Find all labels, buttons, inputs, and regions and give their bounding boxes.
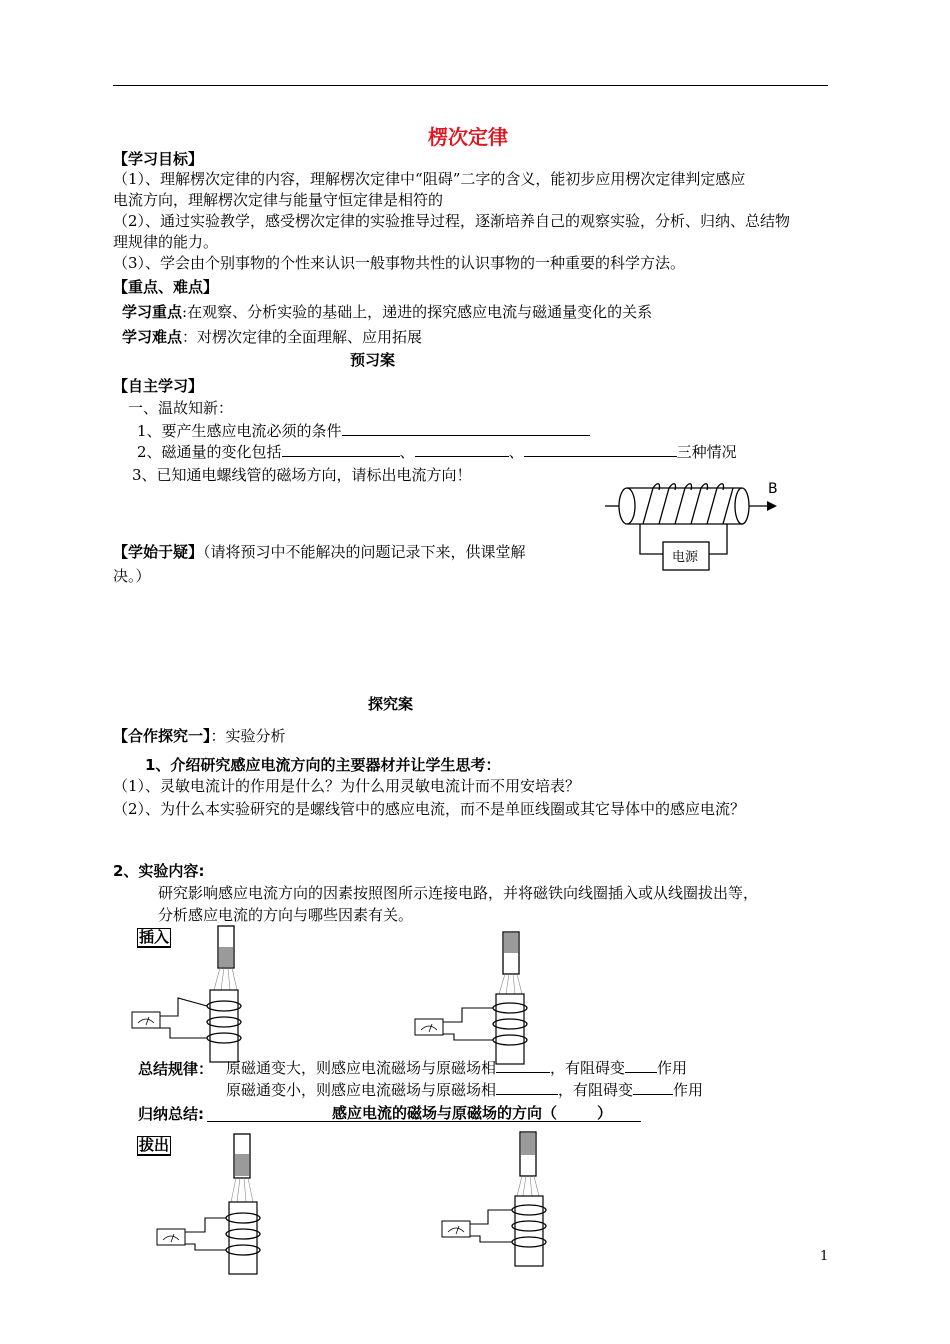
page-number: 1 bbox=[820, 1249, 829, 1264]
focus-label: 学习重点 bbox=[122, 303, 183, 321]
part-1-question-1: （1）、灵敏电流计的作用是什么？为什么用灵敏电流计而不用安培表？ bbox=[113, 777, 581, 795]
page-title: 楞次定律 bbox=[428, 125, 508, 149]
part-1-heading: 1、介绍研究感应电流方向的主要器材并让学生思考： bbox=[145, 756, 501, 774]
review-heading: 一、温故知新： bbox=[128, 399, 234, 417]
pull-setup-right bbox=[440, 1130, 560, 1270]
rule-1-text-c: 作用 bbox=[657, 1059, 688, 1077]
question-2-end: 三种情况 bbox=[676, 443, 737, 461]
part-1-question-2: （2）、为什么本实验研究的是螺线管中的感应电流，而不是单匝线圈或其它导体中的感应电流？ bbox=[113, 800, 746, 818]
question-1 bbox=[137, 420, 590, 441]
answer-blank[interactable] bbox=[282, 441, 400, 457]
doubt-text: （请将预习中不能解决的问题记录下来，供课堂解 bbox=[203, 543, 526, 561]
part-2-heading: 2、实验内容: bbox=[113, 862, 205, 880]
header-rule bbox=[113, 85, 828, 86]
pull-label: 拔出 bbox=[139, 1136, 170, 1154]
self-study-heading: 【自主学习】 bbox=[113, 377, 204, 395]
doubt-line bbox=[113, 542, 526, 562]
conclusion-text: 感应电流的磁场与原磁场的方向（ bbox=[332, 1104, 558, 1122]
difficulty-label: 学习难点 bbox=[122, 328, 183, 346]
insert-setup-right bbox=[410, 930, 540, 1065]
focus-line bbox=[122, 302, 652, 322]
objectives-heading: 【学习目标】 bbox=[113, 150, 204, 168]
explore-heading: 探究案 bbox=[368, 695, 414, 713]
insert-setup-left bbox=[130, 924, 250, 1064]
part-2-text-1: 研究影响感应电流方向的因素按照图所示连接电路，并将磁铁向线圈插入或从线圈拔出等， bbox=[158, 884, 759, 902]
answer-blank[interactable] bbox=[524, 441, 677, 457]
question-1-text: 1、要产生感应电流必须的条件 bbox=[137, 422, 342, 440]
answer-blank[interactable] bbox=[496, 1057, 550, 1073]
rule-1-text-b: ，有阻碍变 bbox=[550, 1059, 626, 1077]
difficulty-line bbox=[122, 327, 422, 347]
conclusion-end: ） bbox=[597, 1104, 613, 1122]
part-2-text-2: 分析感应电流的方向与哪些因素有关。 bbox=[158, 906, 414, 924]
focus-text: :在观察、分析实验的基础上，递进的探究感应电流与磁通量变化的关系 bbox=[182, 303, 653, 321]
coop-label: 【合作探究一】 bbox=[113, 727, 211, 745]
key-points-heading: 【重点、难点】 bbox=[113, 278, 219, 296]
objective-2-line2: 理规律的能力。 bbox=[113, 233, 219, 251]
coop-text: ：实验分析 bbox=[210, 727, 286, 745]
difficulty-text: ：对楞次定律的全面理解、应用拓展 bbox=[182, 328, 423, 346]
rule-1 bbox=[226, 1057, 687, 1078]
objective-1-line1: （1）、理解楞次定律的内容，理解楞次定律中“阻碍”二字的含义，能初步应用楞次定律判定感应 bbox=[113, 170, 746, 188]
rule-2-text-a: 原磁通变小，则感应电流磁场与原磁场相 bbox=[226, 1081, 497, 1099]
power-source-label: 电源 bbox=[672, 550, 699, 565]
answer-blank[interactable] bbox=[342, 420, 590, 436]
solenoid-figure bbox=[605, 478, 790, 574]
question-2-text: 2、磁通量的变化包括 bbox=[137, 443, 282, 461]
summary-label: 总结规律： bbox=[138, 1060, 214, 1078]
rule-2-text-b: ，有阻碍变 bbox=[558, 1081, 634, 1099]
answer-blank[interactable] bbox=[496, 1079, 558, 1095]
pull-setup-left bbox=[155, 1132, 280, 1277]
preview-heading: 预习案 bbox=[350, 351, 396, 369]
answer-blank[interactable] bbox=[415, 441, 509, 457]
separator: 、 bbox=[399, 443, 415, 461]
rule-1-text-a: 原磁通变大，则感应电流磁场与原磁场相 bbox=[226, 1059, 497, 1077]
answer-blank[interactable] bbox=[633, 1079, 673, 1095]
coop-line bbox=[113, 726, 286, 746]
answer-blank[interactable] bbox=[625, 1057, 657, 1073]
rule-2-text-c: 作用 bbox=[673, 1081, 704, 1099]
objective-3: （3）、学会由个别事物的个性来认识一般事物共性的认识事物的一种重要的科学方法。 bbox=[113, 254, 686, 272]
conclusion-line bbox=[332, 1103, 612, 1123]
magnetic-field-label: B bbox=[768, 481, 778, 497]
conclusion-label: 归纳总结: bbox=[138, 1105, 204, 1123]
question-2 bbox=[137, 441, 737, 462]
separator: 、 bbox=[508, 443, 524, 461]
doubt-label: 【学始于疑】 bbox=[113, 543, 204, 561]
objective-2-line1: （2）、通过实验教学，感受楞次定律的实验推导过程，逐渐培养自己的观察实验，分析、归纳、总结物 bbox=[113, 212, 791, 230]
insert-label: 插入 bbox=[139, 928, 170, 946]
rule-2 bbox=[226, 1079, 703, 1100]
question-3: 3、已知通电螺线管的磁场方向，请标出电流方向！ bbox=[132, 466, 472, 484]
objective-1-line2: 电流方向，理解楞次定律与能量守恒定律是相符的 bbox=[113, 191, 444, 209]
doubt-line-2: 决。） bbox=[113, 567, 151, 585]
